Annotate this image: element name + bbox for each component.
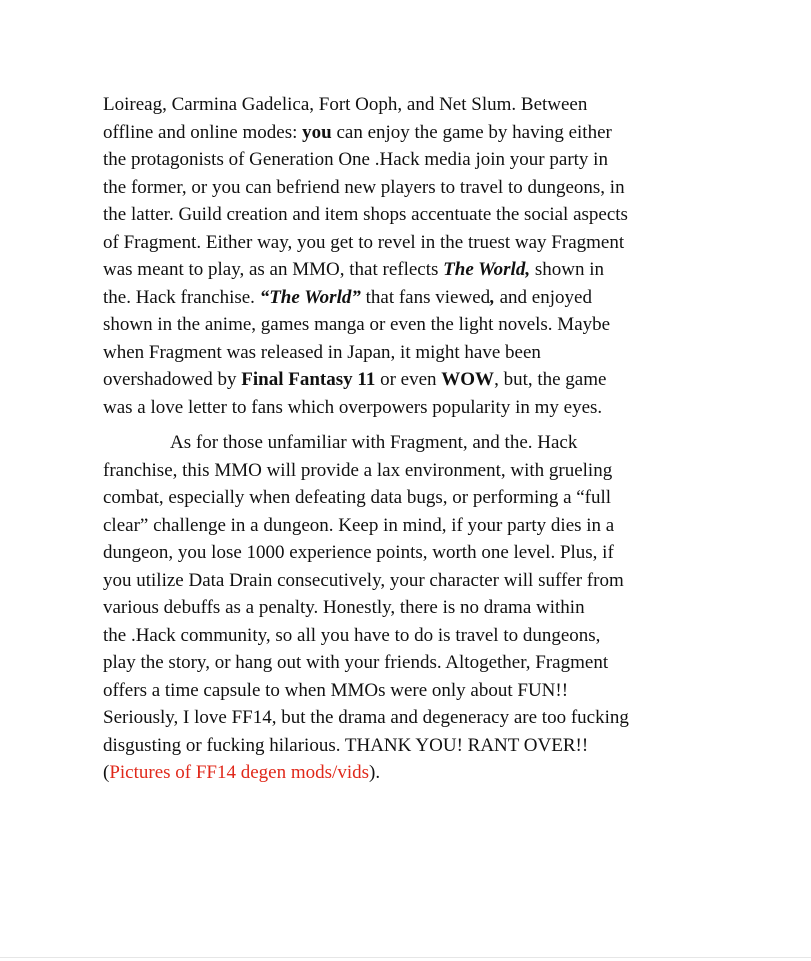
bold-italic-text: “The World” <box>259 286 361 308</box>
text-run: that fans viewed <box>360 286 491 308</box>
text-line: when Fragment was released in Japan, it might have been <box>103 341 541 363</box>
paragraph-1 <box>103 91 707 421</box>
bold-italic-text: The World, <box>443 259 531 280</box>
text-run: the. Hack franchise. <box>103 286 260 308</box>
text-run: shown in <box>530 259 604 280</box>
text-line: was a love letter to fans which overpowers popularity in my eyes. <box>103 396 603 418</box>
bold-text: WOW <box>441 369 495 390</box>
text-line: of Fragment. Either way, you get to revel in the truest way Fragment <box>103 231 625 253</box>
paragraph-spacing <box>103 421 707 429</box>
close-paren: ). <box>369 762 381 783</box>
text-line: various debuffs as a penalty. Honestly, there is no drama within <box>103 597 585 618</box>
text-line <box>103 284 707 312</box>
text-line <box>103 366 707 394</box>
text-line: Seriously, I love FF14, but the drama and degeneracy are too fucking <box>103 707 629 728</box>
text-run: and enjoyed <box>494 286 592 308</box>
text-line: the protagonists of Generation One .Hack media join your party in <box>103 149 608 170</box>
page-bottom-divider <box>0 957 811 958</box>
text-line: As for those unfamiliar with Fragment, and the. Hack <box>170 432 578 453</box>
text-line: offers a time capsule to when MMOs were only about FUN!! <box>103 679 569 701</box>
document-body <box>103 91 707 787</box>
text-run: or even <box>375 369 442 390</box>
text-line: the latter. Guild creation and item shops accentuate the social aspects <box>103 204 628 225</box>
bold-italic-comma: , <box>490 286 495 308</box>
text-run: was meant to play, as an MMO, that reflects <box>103 259 444 280</box>
open-paren: ( <box>103 762 110 783</box>
text-line <box>103 759 707 787</box>
text-line: franchise, this MMO will provide a lax environment, with grueling <box>103 459 613 481</box>
text-line: combat, especially when defeating data bugs, or performing a “full <box>103 487 612 508</box>
text-line: shown in the anime, games manga or even the light novels. Maybe <box>103 314 611 335</box>
text-line: clear” challenge in a dungeon. Keep in mind, if your party dies in a <box>103 514 615 536</box>
bold-text: you <box>302 121 332 143</box>
paragraph-2 <box>103 429 707 787</box>
text-line: the .Hack community, so all you have to do is travel to dungeons, <box>103 624 601 646</box>
text-run: overshadowed by <box>103 369 242 390</box>
pictures-link[interactable]: Pictures of FF14 degen mods/vids <box>109 762 369 783</box>
text-line: you utilize Data Drain consecutively, your character will suffer from <box>103 569 624 591</box>
bold-text: Final Fantasy 11 <box>241 369 376 390</box>
text-line: Loireag, Carmina Gadelica, Fort Ooph, and Net Slum. Between <box>103 94 588 115</box>
text-line <box>103 119 707 147</box>
text-line: disgusting or fucking hilarious. THANK YOU! RANT OVER!! <box>103 734 589 756</box>
text-line: play the story, or hang out with your friends. Altogether, Fragment <box>103 652 609 673</box>
text-line: dungeon, you lose 1000 experience points, worth one level. Plus, if <box>103 542 614 563</box>
text-run: can enjoy the game by having either <box>331 121 612 143</box>
text-run: , but, the game <box>494 369 607 390</box>
text-line <box>103 256 707 284</box>
text-run: offline and online modes: <box>103 121 303 143</box>
text-line: the former, or you can befriend new players to travel to dungeons, in <box>103 176 625 198</box>
